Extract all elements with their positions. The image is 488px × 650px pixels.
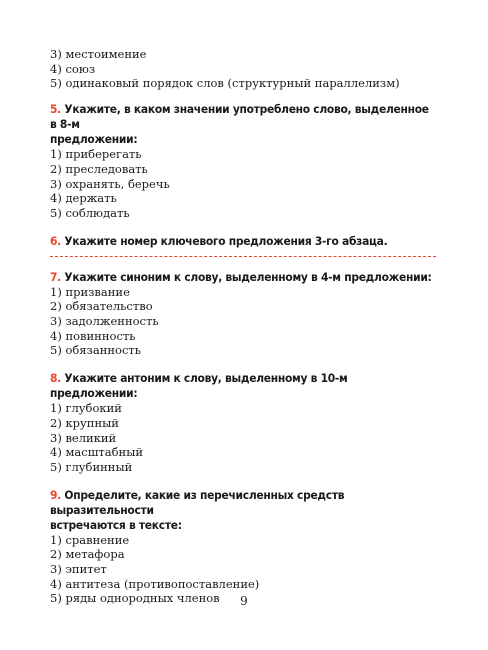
option-item: 5) обязанность	[50, 343, 142, 358]
question-number: 9.	[50, 487, 61, 502]
option-item: 5) одинаковый порядок слов (структурный параллелизм)	[50, 76, 400, 91]
option-item: 2) преследовать	[50, 161, 148, 176]
question-prompt	[50, 371, 433, 401]
question-text-line: Укажите антоним к слову, выделенному в 10-м предложении:	[50, 371, 348, 401]
option-item: 1) приберегать	[50, 147, 142, 162]
question-number: 6.	[50, 233, 61, 248]
question-prompt	[50, 270, 433, 285]
option-item: 4) антитеза (противопоставление)	[50, 576, 260, 591]
option-item: 1) глубокий	[50, 401, 122, 416]
option-item: 4) масштабный	[50, 445, 144, 460]
question-text-line: предложении:	[50, 132, 138, 147]
worksheet-page	[50, 47, 440, 606]
option-item: 2) обязательство	[50, 299, 153, 314]
question-text-line: Определите, какие из перечисленных средств выразительности	[50, 487, 345, 517]
option-item: 5) соблюдать	[50, 205, 130, 220]
question-text-line: Укажите номер ключевого предложения 3-го абзаца.	[64, 233, 388, 248]
option-item: 4) союз	[50, 61, 96, 76]
question-text-line: Укажите синоним к слову, выделенному в 4-м предложении:	[64, 269, 432, 284]
option-item: 4) повинность	[50, 328, 136, 343]
option-item: 3) эпитет	[50, 562, 107, 577]
question-text-line: Укажите, в каком значении употреблено слово, выделенное в 8-м	[50, 102, 429, 132]
option-item: 3) охранять, беречь	[50, 176, 170, 191]
question-7	[50, 270, 440, 359]
option-item: 3) задолженность	[50, 314, 159, 329]
option-item: 5) глубинный	[50, 459, 133, 474]
option-item: 3) местоимение	[50, 47, 147, 61]
question-prompt	[50, 234, 433, 249]
option-item: 5) ряды однородных членов	[50, 591, 220, 606]
question-8	[50, 371, 440, 475]
question-4-tail-options	[50, 47, 440, 91]
page-number: 9	[240, 594, 248, 608]
question-6	[50, 234, 440, 257]
option-item: 2) метафора	[50, 547, 125, 562]
option-item: 1) призвание	[50, 284, 130, 299]
option-item: 1) сравнение	[50, 532, 130, 547]
question-number: 7.	[50, 269, 61, 284]
option-item: 3) великий	[50, 430, 117, 445]
option-item: 2) крупный	[50, 415, 119, 430]
question-9	[50, 488, 440, 607]
question-text-line: встречаются в тексте:	[50, 517, 182, 532]
question-number: 8.	[50, 371, 61, 386]
question-5	[50, 102, 440, 221]
question-prompt	[50, 488, 433, 533]
question-number: 5.	[50, 102, 61, 117]
question-prompt	[50, 102, 433, 147]
option-item: 4) держать	[50, 191, 117, 206]
